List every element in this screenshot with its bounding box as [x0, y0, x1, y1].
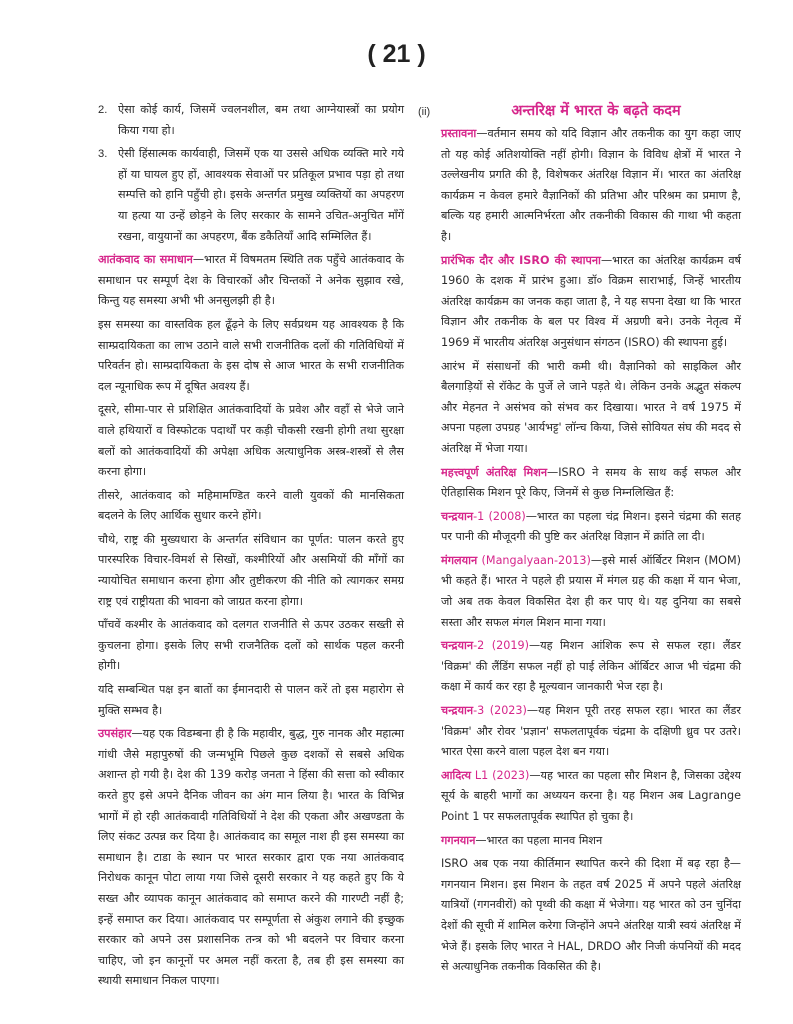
section-heading: मंगलयान [441, 553, 478, 567]
section-paragraph [441, 357, 741, 460]
paragraph-text: ISRO अब एक नया कीर्तिमान स्थापित करने की दिशा में बढ़ रहा है—गगनयान मिशन। इस मिशन के तहत वर्ष 2025 में अपने पहले अंतरिक्ष यात्रियों (गगनवीरों) को पृथ्वी की कक्षा में भेजेगा। यह भारत को उन चुनिंदा देशों की सूची में शामिल करेगा जिन्होंने अपने अंतरिक्ष यात्री स्वयं अंतरिक्ष में भेजे हैं। इसके लिए भारत ने HAL, DRDO और निजी कंपनियों की मदद से अत्याधुनिक तकनीक विकसित की है। [441, 857, 741, 974]
section-heading: प्रस्तावना [441, 127, 477, 140]
section-heading-suffix: (Mangalyaan-2013) [477, 553, 591, 567]
left-column [98, 100, 404, 995]
sections [441, 124, 741, 978]
section-paragraph [441, 766, 741, 828]
section-heading-suffix: -3 (2023) [473, 704, 527, 718]
section-paragraph [441, 463, 741, 504]
page-number: ( 21 ) [367, 40, 426, 68]
section-paragraph [441, 124, 741, 248]
paragraph-text: आरंभ में संसाधनों की भारी कमी थी। वैज्ञानिको को साइकिल और बैलगाड़ियों से रॉकेट के पुर्जे ले जाने पड़ते थे। लेकिन उनके अद्भुत संकल्प और मेहनत ने असंभव को संभव कर दिखाया। भारत ने वर्ष 1975 में अपना पहला उपग्रह 'आर्यभट्ट' लॉन्च किया, जिसे सोवियत संघ की मदद से अंतरिक्ष में भेजा गया। [441, 359, 741, 455]
paragraph: इस समस्या का वास्तविक हल ढूँढ़ने के लिए सर्वप्रथम यह आवश्यक है कि साम्प्रदायिकता का लाभ उठाने वाले सभी राजनीतिक दलों की गतिविधियों में परिवर्तन हो। साम्प्रदायिकता के इस दोष से आज भारत के सभी राजनीतिक दल न्यूनाधिक रूप में दूषित अवश्य हैं। [98, 317, 404, 393]
paragraph-text: —भारत का पहला चंद्र मिशन। इसने चंद्रमा की सतह पर पानी की मौजूदगी की पुष्टि कर अंतरिक्ष विज्ञान में क्रांति ला दी। [441, 509, 741, 544]
section-heading-suffix: -1 (2008) [473, 509, 526, 523]
section-paragraph [441, 854, 741, 978]
paragraph: दूसरे, सीमा-पार से प्रशिक्षित आतंकवादियों के प्रवेश और वहाँ से भेजे जाने वाले हथियारों व विस्फोटक पदार्थों पर कड़ी चौकसी रखनी होगी तथा सुरक्षा बलों को आतंकवादियों की अपेक्षा अधिक अत्याधुनिक अस्त्र-शस्त्रों से लैस करना होगा। [98, 403, 404, 479]
essay-title-row [418, 100, 741, 124]
section-paragraph [441, 551, 741, 633]
paragraph-text: —यह मिशन पूरी तरह सफल रहा। भारत का लैंडर 'विक्रम' और रोवर 'प्रज्ञान' सफलतापूर्वक चंद्रमा के दक्षिणी ध्रुव पर उतरे। भारत ऐसा करने वाला पहल देश बन गया। [441, 704, 741, 759]
list-item [98, 100, 404, 141]
list-item [98, 144, 404, 247]
section-heading-suffix: L1 (2023) [471, 768, 530, 782]
list-number: 3. [98, 148, 108, 161]
paragraph: यदि सम्बन्धित पक्ष इन बातों का ईमानदारी से पालन करें तो इस महारोग से मुक्ति सम्भव है। [98, 683, 404, 717]
paragraph-text: —भारत का पहला मानव मिशन [475, 833, 603, 847]
paragraph-text: —इसे मार्स ऑर्बिटर मिशन (MOM) भी कहते हैं। भारत ने पहले ही प्रयास में मंगल ग्रह की कक्षा में यान भेजा, जो अब तक केवल विकसित देश ही कर पाए थे। यह दुनिया का सबसे सस्ता और सफल मंगल मिशन माना गया। [441, 553, 741, 629]
paragraph-text: —भारत का अंतरिक्ष कार्यक्रम वर्ष 1960 के दशक में प्रारंभ हुआ। डॉ० विक्रम साराभाई, जिन्हें भारतीय अंतरिक्ष कार्यक्रम का जनक कहा जाता है, ने यह सपना देखा था कि भारत विज्ञान और तकनीक के बल पर विश्व में अग्रणी बने। उनके नेतृत्व में 1969 में भारतीय अंतरिक्ष अनुसंधान संगठन (ISRO) की स्थापना हुई। [441, 253, 742, 349]
right-column [418, 100, 742, 981]
paragraph-text: —वर्तमान समय को यदि विज्ञान और तकनीक का युग कहा जाए तो यह कोई अतिशयोक्ति नहीं होगी। विज्ञान के विविध क्षेत्रों में भारत ने उल्लेखनीय प्रगति की है, विशेषकर अंतरिक्ष विज्ञान में। भारत का अंतरिक्ष कार्यक्रम न केवल हमारे वैज्ञानिकों की प्रतिभा और परिश्रम का प्रमाण है, बल्कि यह हमारी आत्मनिर्भरता और तकनीकी विकास की गाथा भी कहता है। [441, 127, 741, 243]
paragraph-text: —यह भारत का पहला सौर मिशन है, जिसका उद्देश्य सूर्य के बाहरी भागों का अध्ययन करना है। यह मिशन अब Lagrange Point 1 पर सफलतापूर्वक स्थापित हो चुका है। [441, 768, 741, 823]
list-text: ऐसी हिंसात्मक कार्यवाही, जिसमें एक या उससे अधिक व्यक्ति मारे गये हों या घायल हुए हों, आवश्यक सेवाओं पर प्रतिकूल प्रभाव पड़ा हो तथा सम्पत्ति को हानि पहुँची हो। इसके अन्तर्गत प्रमुख व्यक्तियों का अपहरण या हत्या या उन्हें छोड़ने के लिए सरकार के सामने उचित-अनुचित माँगें रखना, वायुयानों का अपहरण, बैंक डकैतियाँ आदि सम्मिलित हैं। [118, 147, 404, 243]
paragraph: तीसरे, आतंकवाद को महिमामण्डित करने वाली युवकों की मानसिकता बदलने के लिए आर्थिक सुधार करने होंगे। [98, 488, 404, 523]
list-text: ऐसा कोई कार्य, जिसमें ज्वलनशील, बम तथा आग्नेयास्त्रों का प्रयोग किया गया हो। [118, 103, 404, 137]
paragraph-text: —भारत में विषमतम स्थिति तक पहुँचे आतंकवाद के समाधान पर सम्पूर्ण देश के विचारकों और चिन्तकों ने अनेक सुझाव रखे, किन्तु यह समस्या अभी भी अनसुलझी ही है। [98, 253, 404, 308]
paragraph: चौथे, राष्ट्र की मुख्यधारा के अन्तर्गत संविधान का पूर्णत: पालन करते हुए पारस्परिक विचार-विमर्श से सिखों, कश्मीरियों और असमियों की माँगों का न्यायोचित समाधान करना होगा और तुष्टीकरण की नीति को त्यागकर समग्र राष्ट्र एवं राष्ट्रीयता की भावना को जाग्रत करना होगा। [98, 532, 404, 608]
section-heading: चन्द्रयान [441, 509, 474, 523]
essay-number: (ii) [418, 106, 431, 118]
section-heading-suffix: -2 (2019) [473, 639, 529, 653]
section-heading: चन्द्रयान [441, 639, 474, 653]
section-paragraph [441, 251, 741, 354]
section-heading: गगनयान [441, 833, 476, 847]
section-heading: प्रारंभिक दौर और ISRO की स्थापना [441, 253, 601, 267]
section-paragraph [441, 507, 741, 548]
section-paragraph [441, 636, 741, 698]
numbered-list [98, 100, 404, 247]
section-paragraph [441, 701, 741, 763]
paragraph-text: —यह मिशन आंशिक रूप से सफल रहा। लैंडर 'विक्रम' की लैंडिंग सफल नहीं हो पाई लेकिन ऑर्बिटर आज भी चंद्रमा की कक्षा में कार्य कर रहा है मूल्यवान जानकारी भेज रहा है। [441, 639, 741, 694]
section-heading: उपसंहार [98, 727, 132, 741]
section-paragraph [441, 831, 741, 852]
section-heading: महत्त्वपूर्ण अंतरिक्ष मिशन [441, 465, 548, 479]
list-number: 2. [98, 104, 108, 116]
solution-paragraph [98, 250, 404, 312]
section-heading: आदित्य [441, 768, 472, 782]
paragraph-text: —ISRO ने समय के साथ कई सफल और ऐतिहासिक मिशन पूरे किए, जिनमें से कुछ निम्नलिखित हैं: [441, 465, 741, 500]
conclusion-paragraph [98, 724, 404, 992]
section-heading: चन्द्रयान [441, 704, 474, 718]
essay-title: अन्तरिक्ष में भारत के बढ़ते कदम [511, 103, 681, 119]
section-heading: आतंकवाद का समाधान [98, 253, 193, 267]
paragraph-text: —यह एक विडम्बना ही है कि महावीर, बुद्ध, गुरु नानक और महात्मा गांधी जैसे महापुरुषों की जन्मभूमि पिछले कुछ दशकों से सबसे अधिक अशान्त हो गयी है। देश की 139 करोड़ जनता ने हिंसा की सत्ता को स्वीकार करते हुए इसे अपने दैनिक जीवन का अंग मान लिया है। भारत के विभिन्न भागों में हो रही आतंकवादी गतिविधियों ने देश की एकता और अखण्डता के लिए संकट उत्पन्न कर दिया है। आतंकवाद का समूल नाश ही इस समस्या का समाधान है। टाडा के स्थान पर भारत सरकार द्वारा एक नया आतंकवाद निरोधक कानून पोटा लाया गया जिसे दूसरी सरकार ने यह कहते हुए कि ये सख्त और व्यापक कानून आतंकवाद को समाप्त करने की गारण्टी नहीं है; इन्हें समाप्त कर दिया। आतंकवाद पर सम्पूर्णता से अंकुश लगाने की इच्छुक सरकार को अपने उस प्रशासनिक तन्त्र को भी बदलने पर विचार करना चाहिए, जो इन कानूनों पर अमल नहीं करता है, तब ही इस समस्या का स्थायी समाधान निकल पाएगा। [98, 727, 404, 988]
paragraph: पाँचवें कश्मीर के आतंकवाद को दलगत राजनीति से ऊपर उठकर सख्ती से कुचलना होगा। इसके लिए सभी राजनैतिक दलों को सार्थक पहल करनी होगी। [98, 618, 404, 673]
